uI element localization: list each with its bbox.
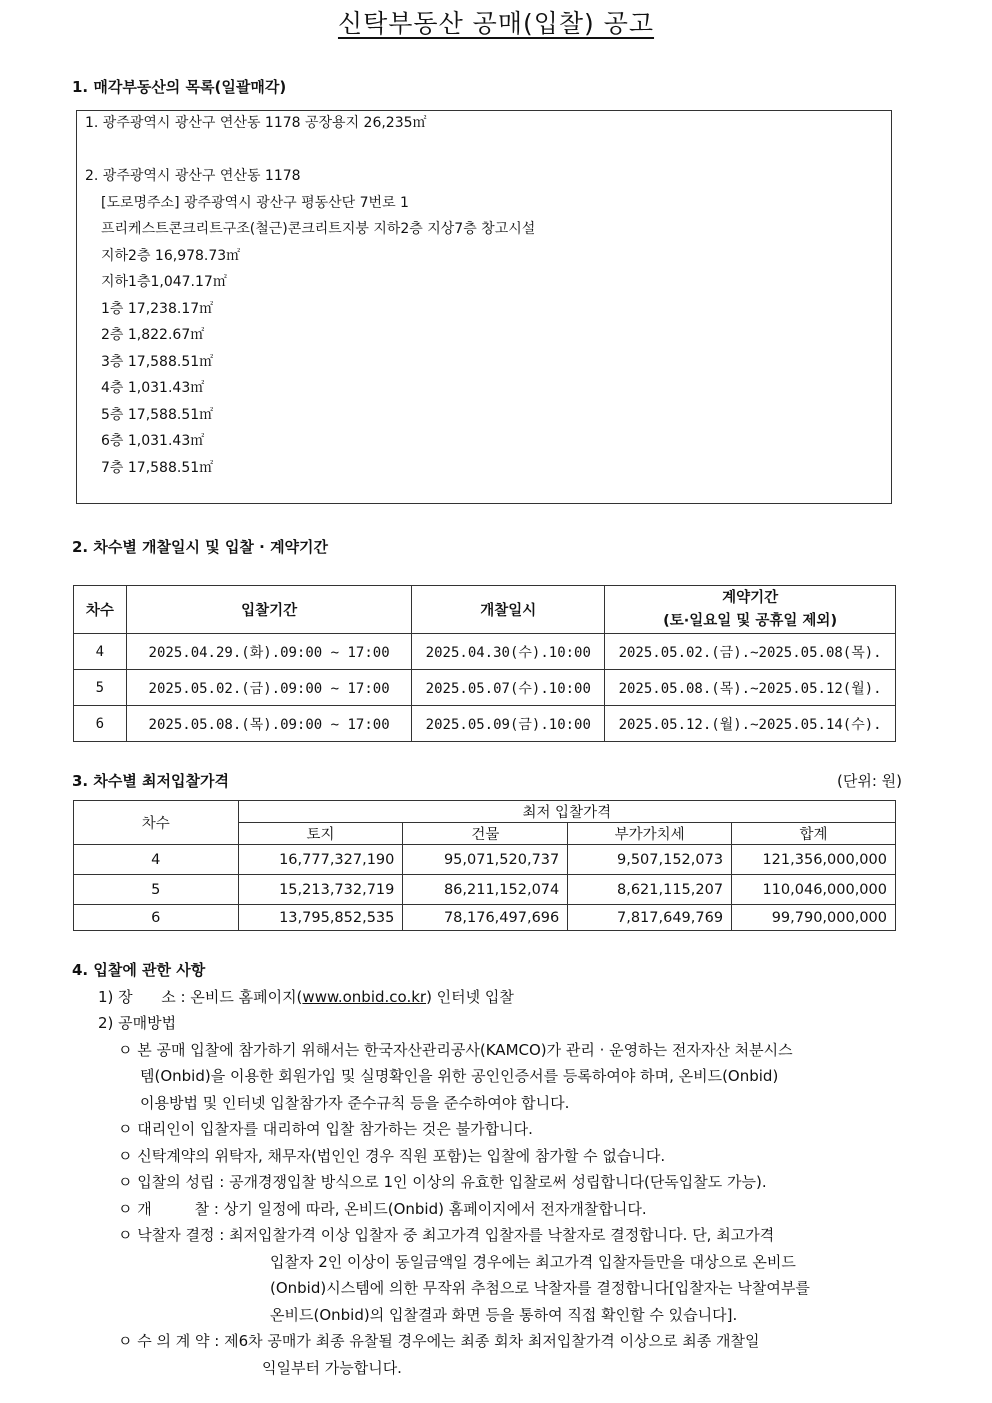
- cell-land: 13,795,852,535: [238, 905, 403, 931]
- cell-round: 5: [74, 670, 127, 706]
- cell-bid-period: 2025.05.02.(금).09:00 ~ 17:00: [126, 670, 412, 706]
- cell-round: 5: [74, 875, 239, 905]
- bullet-item: ㅇ 신탁계약의 위탁자, 채무자(법인인 경우 직원 포함)는 입찰에 참가할 수 없습니다.: [118, 1146, 666, 1165]
- header-vat: 부가가치세: [568, 823, 732, 845]
- price-table: [73, 800, 896, 931]
- bullet-continuation: 익일부터 가능합니다.: [262, 1358, 402, 1377]
- cell-vat: 7,817,649,769: [568, 905, 732, 931]
- cell-building: 95,071,520,737: [403, 845, 568, 875]
- cell-building: 78,176,497,696: [403, 905, 568, 931]
- property-detail: 프리케스트콘크리트구조(철근)콘크리트지붕 지하2층 지상7층 창고시설: [101, 221, 536, 237]
- header-round: 차수: [74, 586, 127, 634]
- unit-label: (단위: 원): [837, 772, 902, 790]
- table-row: [74, 905, 896, 931]
- property-list-box: [76, 110, 892, 504]
- bullet-item: ㅇ 수 의 계 약 : 제6차 공매가 최종 유찰될 경우에는 최종 회차 최저입찰가격 이상으로 최종 개찰일: [118, 1332, 760, 1350]
- cell-vat: 8,621,115,207: [568, 875, 732, 905]
- cell-land: 16,777,327,190: [238, 845, 403, 875]
- table-row: [74, 706, 896, 742]
- bullet-continuation: (Onbid)시스템에 의한 무작위 추첨으로 낙찰자를 결정합니다[입찰자는 낙찰여부를: [270, 1279, 810, 1297]
- document-title: 신탁부동산 공매(입찰) 공고: [337, 9, 655, 38]
- property-line-1: 1. 광주광역시 광산구 연산동 1178 공장용지 26,235㎡: [85, 115, 427, 131]
- table-header-row: [74, 801, 896, 823]
- cell-bid-period: 2025.05.08.(목).09:00 ~ 17:00: [126, 706, 412, 742]
- header-opening: 개찰일시: [412, 586, 605, 634]
- cell-contract: 2025.05.02.(금).~2025.05.08(목).: [605, 634, 896, 670]
- cell-building: 86,211,152,074: [403, 875, 568, 905]
- bullet-item: ㅇ 대리인이 입찰자를 대리하여 입찰 참가하는 것은 불가합니다.: [118, 1120, 533, 1138]
- property-detail: 3층 17,588.51㎡: [101, 353, 214, 370]
- cell-round: 4: [74, 845, 239, 875]
- header-round: 차수: [74, 801, 239, 845]
- method-label: 2) 공매방법: [98, 1014, 177, 1032]
- section4-heading: 4. 입찰에 관한 사항: [72, 961, 206, 979]
- table-header-row: [74, 586, 896, 634]
- bullet-item: ㅇ 개 찰 : 상기 일정에 따라, 온비드(Onbid) 홈페이지에서 전자개찰합니다.: [118, 1199, 647, 1218]
- property-detail: 4층 1,031.43㎡: [101, 380, 205, 396]
- cell-total: 110,046,000,000: [732, 875, 896, 905]
- property-detail: 지하1층1,047.17㎡: [101, 274, 227, 290]
- cell-bid-period: 2025.04.29.(화).09:00 ~ 17:00: [126, 634, 412, 670]
- onbid-link[interactable]: www.onbid.co.kr: [302, 987, 427, 1006]
- cell-land: 15,213,732,719: [238, 875, 403, 905]
- cell-round: 6: [74, 706, 127, 742]
- cell-opening: 2025.05.07(수).10:00: [412, 670, 605, 706]
- section1-heading: 1. 매각부동산의 목록(일괄매각): [72, 78, 287, 96]
- schedule-table: [73, 585, 896, 742]
- property-detail: 지하2층 16,978.73㎡: [101, 247, 241, 264]
- bidding-info-section: [72, 957, 932, 1381]
- property-detail: [도로명주소] 광주광역시 광산구 평동산단 7번로 1: [101, 194, 409, 211]
- property-detail: 7층 17,588.51㎡: [101, 459, 214, 476]
- property-line-2: 2. 광주광역시 광산구 연산동 1178: [85, 168, 301, 184]
- cell-contract: 2025.05.12.(월).~2025.05.14(수).: [605, 706, 896, 742]
- cell-opening: 2025.04.30(수).10:00: [412, 634, 605, 670]
- header-building: 건물: [403, 823, 568, 845]
- table-row: [74, 634, 896, 670]
- table-row: [74, 845, 896, 875]
- property-detail: 6층 1,031.43㎡: [101, 433, 205, 449]
- table-row: [74, 670, 896, 706]
- section3-heading: 3. 차수별 최저입찰가격: [72, 772, 229, 790]
- place-text: 온비드 홈페이지(: [190, 987, 303, 1006]
- bullet-item: ㅇ 본 공매 입찰에 참가하기 위해서는 한국자산관리공사(KAMCO)가 관리 · 운영하는 전자자산 처분시스: [118, 1040, 793, 1059]
- header-contract: 계약기간 (토·일요일 및 공휴일 제외): [605, 586, 896, 634]
- place-label: 1) 장 소 :: [98, 987, 186, 1006]
- cell-total: 99,790,000,000: [732, 905, 896, 931]
- header-min-price: 최저 입찰가격: [238, 801, 895, 823]
- table-row: [74, 875, 896, 905]
- bullet-continuation: 템(Onbid)을 이용한 회원가입 및 실명확인을 위한 공인인증서를 등록하여야 하며, 온비드(Onbid): [140, 1067, 779, 1085]
- bullet-continuation: 입찰자 2인 이상이 동일금액일 경우에는 최고가격 입찰자들만을 대상으로 온비드: [270, 1252, 796, 1271]
- header-bid-period: 입찰기간: [126, 586, 412, 634]
- header-land: 토지: [238, 823, 403, 845]
- place-tail: ) 인터넷 입찰: [426, 987, 514, 1006]
- header-total: 합계: [732, 823, 896, 845]
- section2-heading: 2. 차수별 개찰일시 및 입찰 · 계약기간: [72, 538, 329, 556]
- property-detail: 2층 1,822.67㎡: [101, 327, 205, 343]
- cell-total: 121,356,000,000: [732, 845, 896, 875]
- place-line: [72, 984, 932, 1011]
- property-detail: 5층 17,588.51㎡: [101, 406, 214, 423]
- cell-vat: 9,507,152,073: [568, 845, 732, 875]
- bullet-continuation: 온비드(Onbid)의 입찰결과 화면 등을 통하여 직접 확인할 수 있습니다].: [270, 1305, 738, 1324]
- cell-opening: 2025.05.09(금).10:00: [412, 706, 605, 742]
- bullet-item: ㅇ 입찰의 성립 : 공개경쟁입찰 방식으로 1인 이상의 유효한 입찰로써 성립합니다(단독입찰도 가능).: [118, 1173, 767, 1191]
- cell-contract: 2025.05.08.(목).~2025.05.12(월).: [605, 670, 896, 706]
- cell-round: 6: [74, 905, 239, 931]
- bullet-continuation: 이용방법 및 인터넷 입찰참가자 준수규칙 등을 준수하여야 합니다.: [140, 1093, 570, 1112]
- property-detail: 1층 17,238.17㎡: [101, 300, 214, 317]
- cell-round: 4: [74, 634, 127, 670]
- bullet-item: ㅇ 낙찰자 결정 : 최저입찰가격 이상 입찰자 중 최고가격 입찰자를 낙찰자로 결정합니다. 단, 최고가격: [118, 1226, 775, 1244]
